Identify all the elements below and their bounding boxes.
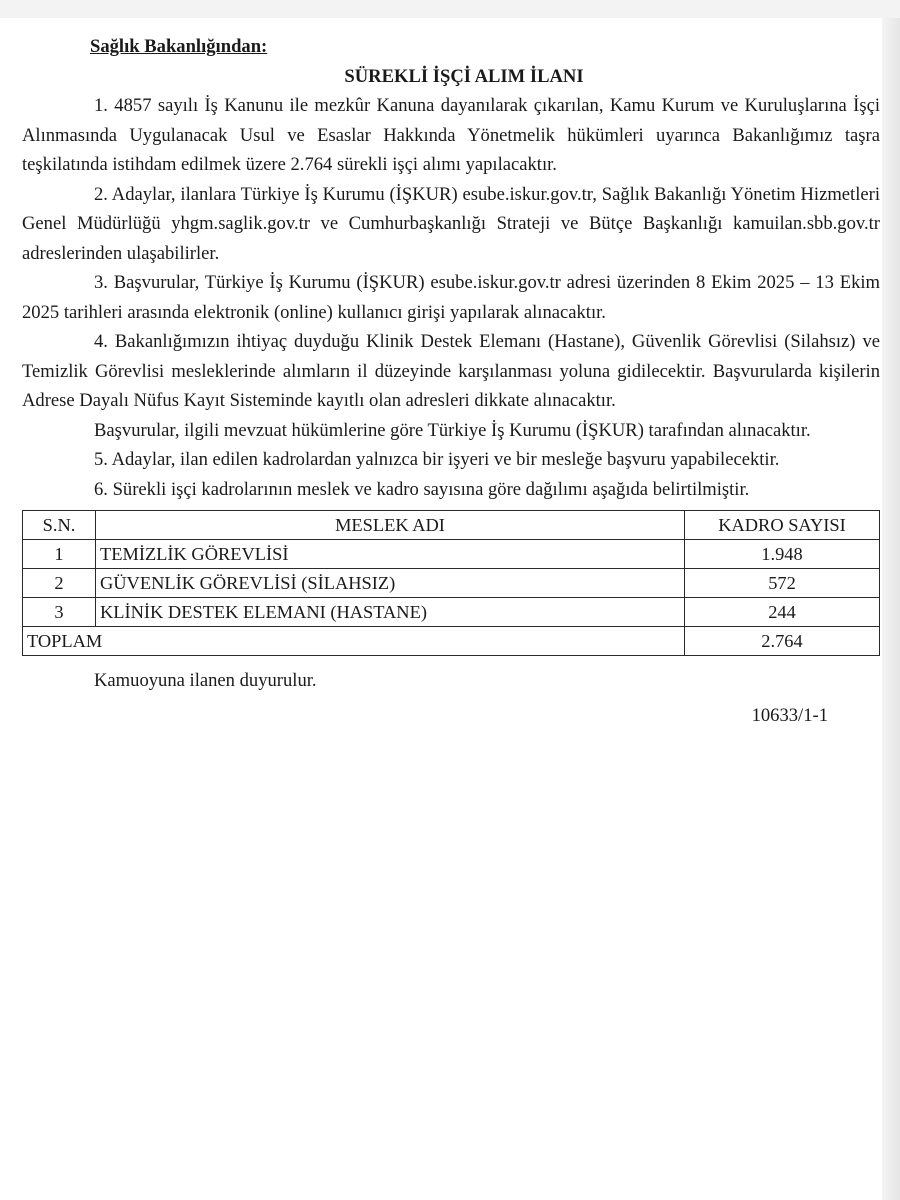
paragraph-2: 2. Adaylar, ilanlara Türkiye İş Kurumu (İŞKUR) esube.iskur.gov.tr, Sağlık Bakanlığı Yönetim Hizmetleri Genel Müdürlüğü yhgm.saglik.gov.tr ve Cumhurbaşkanlığı Strateji ve Bütçe Başkanlığı kamuilan.sbb.gov.tr adreslerinden ulaşabilirler.: [22, 183, 880, 264]
row-profession: GÜVENLİK GÖREVLİSİ (SİLAHSIZ): [96, 569, 685, 598]
page-edge-top: [0, 0, 900, 18]
row-count: 572: [685, 569, 880, 598]
paragraph-5: 5. Adaylar, ilan edilen kadrolardan yalnızca bir işyeri ve bir mesleğe başvuru yapabilecektir.: [94, 449, 780, 470]
row-count: 244: [685, 598, 880, 627]
paragraph-4b: Başvurular, ilgili mevzuat hükümlerine göre Türkiye İş Kurumu (İŞKUR) tarafından alınacaktır.: [94, 419, 811, 441]
total-label: TOPLAM: [23, 627, 685, 656]
announcement-document: [22, 32, 880, 730]
table-row: [23, 540, 880, 569]
paragraph-4: 4. Bakanlığımızın ihtiyaç duyduğu Klinik Destek Elemanı (Hastane), Güvenlik Görevlisi (Silahsız) ve Temizlik Görevlisi mesleklerinde alımların il düzeyinde karşılanması yoluna gidilecektir. Başvurularda kişilerin Adrese Dayalı Nüfus Kayıt Sisteminde kayıtlı olan adresleri dikkate alınacaktır.: [22, 331, 880, 411]
table-total-row: [23, 627, 880, 656]
row-sn: 1: [23, 540, 96, 569]
row-sn: 2: [23, 569, 96, 598]
header-sn: S.N.: [23, 511, 96, 540]
table-header-row: [23, 511, 880, 540]
announcement-title: SÜREKLİ İŞÇİ ALIM İLANI: [344, 65, 584, 87]
row-profession: TEMİZLİK GÖREVLİSİ: [96, 540, 685, 569]
reference-number: 10633/1-1: [751, 704, 828, 726]
total-count: 2.764: [685, 627, 880, 656]
page-edge-shadow: [882, 18, 900, 1200]
row-sn: 3: [23, 598, 96, 627]
organization-heading: Sağlık Bakanlığından:: [90, 36, 268, 57]
closing-statement: Kamuoyuna ilanen duyurulur.: [94, 670, 317, 691]
paragraph-6: 6. Sürekli işçi kadrolarının meslek ve kadro sayısına göre dağılımı aşağıda belirtilmiştir.: [94, 478, 750, 500]
table-row: [23, 598, 880, 627]
row-profession: KLİNİK DESTEK ELEMANI (HASTANE): [96, 598, 685, 627]
header-profession: MESLEK ADI: [96, 511, 685, 540]
paragraph-1: 1. 4857 sayılı İş Kanunu ile mezkûr Kanuna dayanılarak çıkarılan, Kamu Kurum ve Kuruluşlarına İşçi Alınmasında Uygulanacak Usul ve Esaslar Hakkında Yönetmelik hükümleri uyarınca Bakanlığımız taşra teşkilatında istihdam edilmek üzere 2.764 sürekli işçi alımı yapılacaktır.: [22, 95, 880, 175]
header-count: KADRO SAYISI: [685, 511, 880, 540]
paragraph-3: 3. Başvurular, Türkiye İş Kurumu (İŞKUR) esube.iskur.gov.tr adresi üzerinden 8 Ekim 2025 – 13 Ekim 2025 tarihleri arasında elektronik (online) kullanıcı girişi yapılarak alınacaktır.: [22, 272, 880, 323]
table-row: [23, 569, 880, 598]
cadre-table: [22, 510, 880, 656]
row-count: 1.948: [685, 540, 880, 569]
